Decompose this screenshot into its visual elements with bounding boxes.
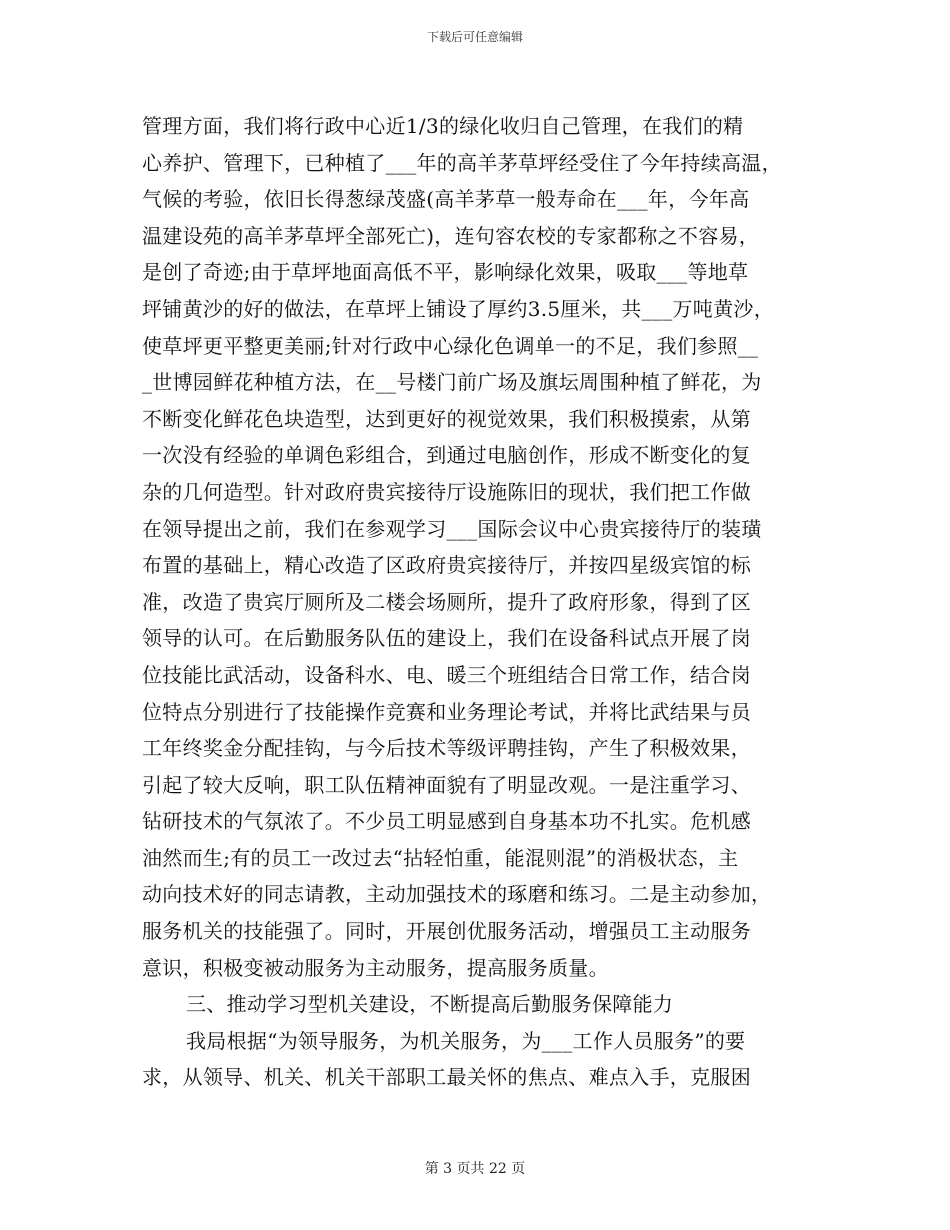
text-line: 在领导提出之前，我们在参观学习___国际会议中心贵宾接待厅的装璜 (142, 516, 762, 541)
text-line: 位技能比武活动，设备科水、电、暖三个班组结合日常工作，结合岗 (142, 662, 751, 687)
text-line: 求，从领导、机关、机关干部职工最关怀的焦点、难点入手，克服困 (142, 1065, 751, 1090)
page-header: 下载后可任意编辑 (426, 30, 523, 44)
text-line: 工年终奖金分配挂钩，与今后技术等级评聘挂钩，产生了积极效果， (142, 736, 751, 761)
text-line: 是创了奇迹;由于草坪地面高低不平，影响绿化效果，吸取___等地草 (142, 260, 749, 285)
text-line: 引起了较大反响，职工队伍精神面貌有了明显改观。一是注重学习、 (142, 772, 751, 797)
text-line: 布置的基础上，精心改造了区政府贵宾接待厅，并按四星级宾馆的标 (142, 553, 751, 578)
text-line: 动向技术好的同志请教，主动加强技术的琢磨和练习。二是主动参加， (142, 882, 772, 907)
text-line: 三、推动学习型机关建设，不断提高后勤服务保障能力 (186, 992, 674, 1017)
text-line: 温建设苑的高羊茅草坪全部死亡)，连句容农校的专家都称之不容易， (142, 223, 760, 248)
text-line: _世博园鲜花种植方法，在__号楼门前广场及旗坛周围种植了鲜花，为 (142, 370, 762, 395)
page-footer: 第 3 页共 22 页 (424, 1161, 526, 1177)
text-line: 钻研技术的气氛浓了。不少员工明显感到自身基本功不扎实。危机感 (142, 809, 751, 834)
text-line: 位特点分别进行了技能操作竞赛和业务理论考试，并将比武结果与员 (142, 699, 751, 724)
text-line: 管理方面，我们将行政中心近1/3的绿化收归自己管理，在我们的精 (142, 114, 744, 138)
text-line: 一次没有经验的单调色彩组合，到通过电脑创作，形成不断变化的复 (142, 443, 751, 468)
text-line: 气候的考验，依旧长得葱绿茂盛(高羊茅草一般寿命在___年，今年高 (142, 187, 750, 212)
text-line: 杂的几何造型。针对政府贵宾接待厅设施陈旧的现状，我们把工作做 (142, 479, 751, 504)
text-line: 领导的认可。在后勤服务队伍的建设上，我们在设备科试点开展了岗 (142, 626, 751, 651)
text-line: 服务机关的技能强了。同时，开展创优服务活动，增强员工主动服务 (142, 919, 751, 944)
document-body (142, 108, 822, 1096)
text-line: 油然而生;有的员工一改过去“拈轻怕重，能混则混”的消极状态，主 (142, 845, 739, 870)
text-line: 心养护、管理下，已种植了___年的高羊茅草坪经受住了今年持续高温， (142, 150, 782, 175)
text-line: 我局根据“为领导服务，为机关服务，为___工作人员服务”的要 (186, 1028, 746, 1053)
text-line: 准，改造了贵宾厅厕所及二楼会场厕所，提升了政府形象，得到了区 (142, 589, 751, 614)
text-line: 使草坪更平整更美丽;针对行政中心绿化色调单一的不足，我们参照__ (142, 333, 759, 358)
text-line: 意识，积极变被动服务为主动服务，提高服务质量。 (142, 955, 609, 980)
text-line: 坪铺黄沙的好的做法，在草坪上铺设了厚约3.5厘米，共___万吨黄沙， (142, 296, 775, 321)
text-line: 不断变化鲜花色块造型，达到更好的视觉效果，我们积极摸索，从第 (142, 406, 751, 431)
